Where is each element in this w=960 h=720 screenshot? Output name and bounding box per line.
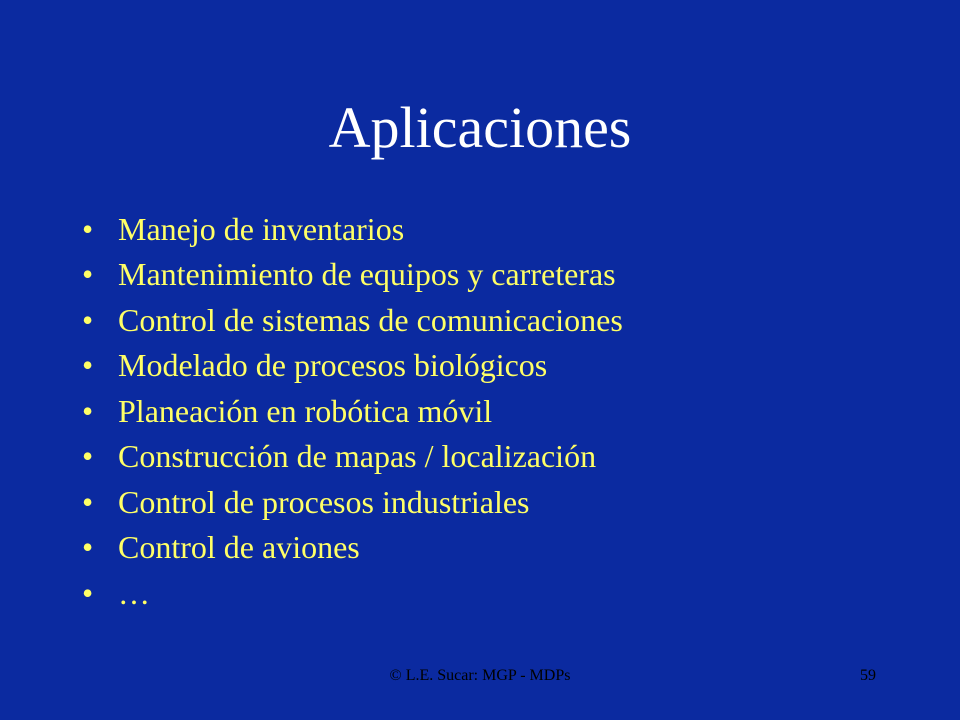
bullet-marker: •	[82, 438, 94, 475]
slide-title: Aplicaciones	[328, 95, 632, 160]
bullet-text: Control de aviones	[118, 529, 360, 566]
bullet-item	[82, 570, 623, 616]
bullet-item	[82, 297, 623, 343]
bullet-text: …	[118, 574, 150, 611]
bullet-text: Control de procesos industriales	[118, 483, 530, 520]
bullet-marker: •	[82, 256, 94, 293]
bullet-text: Planeación en robótica móvil	[118, 392, 493, 429]
slide-footer	[0, 664, 960, 688]
bullet-item	[82, 206, 623, 252]
bullet-marker: •	[82, 347, 94, 384]
bullet-text: Mantenimiento de equipos y carreteras	[118, 256, 616, 293]
bullet-item	[82, 479, 623, 525]
bullet-marker: •	[82, 301, 94, 338]
bullet-list	[82, 206, 623, 616]
bullet-marker: •	[82, 529, 94, 566]
bullet-text: Modelado de procesos biológicos	[118, 347, 548, 384]
footer-credit: © L.E. Sucar: MGP - MDPs	[389, 667, 571, 684]
bullet-marker: •	[82, 392, 94, 429]
page-number: 59	[860, 667, 876, 684]
bullet-marker: •	[82, 574, 94, 611]
bullet-item	[82, 434, 623, 480]
bullet-item	[82, 343, 623, 389]
bullet-text: Control de sistemas de comunicaciones	[118, 301, 623, 338]
bullet-item	[82, 525, 623, 571]
bullet-item	[82, 252, 623, 298]
bullet-marker: •	[82, 483, 94, 520]
bullet-text: Manejo de inventarios	[118, 210, 405, 247]
bullet-item	[82, 388, 623, 434]
bullet-marker: •	[82, 210, 94, 247]
bullet-text: Construcción de mapas / localización	[118, 438, 597, 475]
